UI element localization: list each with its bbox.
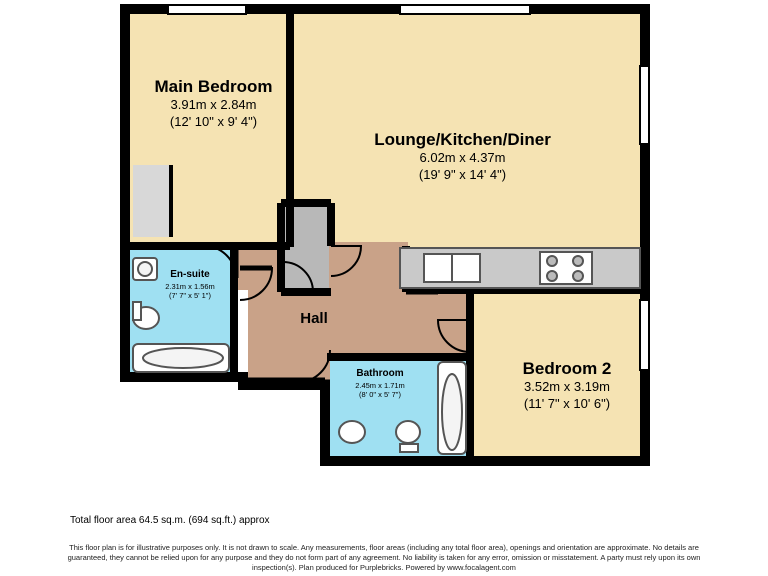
room-dim-metric-bathroom: 2.45m x 1.71m — [355, 380, 405, 390]
room-dim-metric-en-suite: 2.31m x 1.56m — [165, 281, 215, 291]
room-label-bedroom-2 — [492, 358, 642, 412]
window-main-bedroom — [168, 5, 246, 14]
room-dim-imperial-bedroom-2: (11' 7" x 10' 6") — [523, 395, 611, 411]
room-dim-imperial-en-suite: (7' 7" x 5' 1") — [169, 290, 211, 300]
window-lounge-east — [640, 66, 649, 144]
room-name-en-suite: En-suite — [170, 269, 210, 280]
ensuite-cistern — [133, 302, 141, 320]
bathroom-cistern — [400, 444, 418, 452]
room-name-lounge-kitchen-diner: Lounge/Kitchen/Diner — [374, 130, 551, 149]
disclaimer-text: This floor plan is for illustrative purposes only. It is not drawn to scale. Any measurements, floor areas (including any total floor area), openings and orientation are approximate. No details are guaranteed, they cannot be relied upon for any purpose and they do not form part of any agreement. No liability is taken for any error, omission or misstatement. A party must rely upon its own inspection(s). Plan produced for Purplebricks. Powered by www.focalagent.com — [67, 543, 701, 573]
window-lounge-north — [400, 5, 530, 14]
room-dim-imperial-lounge-kitchen-diner: (19' 9" x 14' 4") — [418, 166, 507, 182]
room-dim-metric-lounge-kitchen-diner: 6.02m x 4.37m — [419, 150, 506, 166]
room-dim-metric-bedroom-2: 3.52m x 3.19m — [524, 379, 610, 395]
room-dim-imperial-main-bedroom: (12' 10" x 9' 4") — [169, 113, 258, 129]
bathroom-basin — [339, 421, 365, 443]
wardrobe-fill-main-bedroom — [133, 165, 171, 237]
ensuite-bath-inner — [143, 348, 223, 368]
room-name-hall: Hall — [300, 310, 328, 327]
room-name-bedroom-2: Bedroom 2 — [522, 359, 612, 378]
room-label-lounge-kitchen-diner — [360, 129, 565, 183]
room-label-bathroom — [338, 368, 422, 399]
room-label-main-bedroom — [126, 76, 301, 130]
hob-ring-1 — [547, 256, 557, 266]
bathroom-bath-inner — [442, 374, 462, 450]
room-label-en-suite — [148, 269, 232, 300]
bathroom-toilet — [396, 421, 420, 443]
room-label-hall — [272, 310, 356, 329]
hob-ring-4 — [573, 271, 583, 281]
total-floor-area: Total floor area 64.5 sq.m. (694 sq.ft.) approx — [70, 515, 270, 526]
hob-ring-2 — [573, 256, 583, 266]
room-dim-imperial-bathroom: (8' 0" x 5' 7") — [359, 389, 401, 399]
room-name-main-bedroom: Main Bedroom — [154, 77, 273, 96]
hob-ring-3 — [547, 271, 557, 281]
room-dim-metric-main-bedroom: 3.91m x 2.84m — [170, 97, 257, 113]
room-name-bathroom: Bathroom — [356, 368, 404, 379]
